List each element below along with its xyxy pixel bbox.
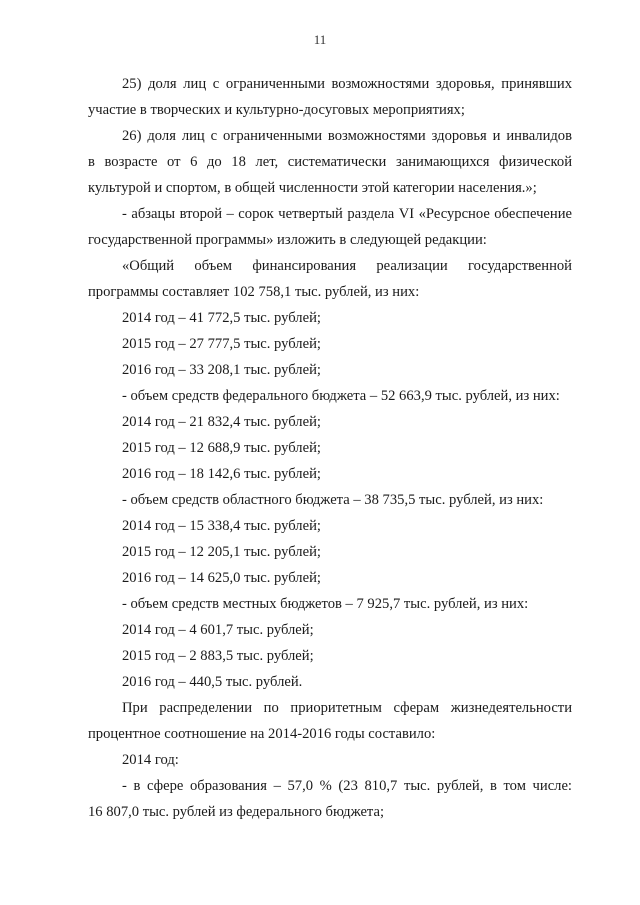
education-line-1: - в сфере образования – 57,0 % (23 810,7 тыс. рублей, в том числе: bbox=[122, 778, 572, 794]
amendment-line-2: государственной программы» изложить в следующей редакции: bbox=[88, 232, 487, 248]
regional-2014: 2014 год – 15 338,4 тыс. рублей; bbox=[122, 518, 321, 534]
distribution-line-1: При распределении по приоритетным сферам жизнедеятельности bbox=[122, 700, 572, 716]
amendment-line-1: - абзацы второй – сорок четвертый раздела VI «Ресурсное обеспечение bbox=[122, 206, 572, 222]
item-26-line-3: культурой и спортом, в общей численности этой категории населения.»; bbox=[88, 180, 537, 196]
local-budget-heading: - объем средств местных бюджетов – 7 925,7 тыс. рублей, из них: bbox=[122, 596, 529, 612]
total-financing-line-1: «Общий объем финансирования реализации государственной bbox=[122, 258, 572, 274]
year-2014-heading: 2014 год: bbox=[122, 752, 179, 768]
federal-budget-heading: - объем средств федерального бюджета – 52 663,9 тыс. рублей, из них: bbox=[122, 388, 560, 404]
distribution-line-2: процентное соотношение на 2014-2016 годы составило: bbox=[88, 726, 436, 742]
federal-2014: 2014 год – 21 832,4 тыс. рублей; bbox=[122, 414, 321, 430]
total-2016: 2016 год – 33 208,1 тыс. рублей; bbox=[122, 362, 321, 378]
federal-2015: 2015 год – 12 688,9 тыс. рублей; bbox=[122, 440, 321, 456]
total-financing-line-2: программы составляет 102 758,1 тыс. рублей, из них: bbox=[88, 284, 420, 300]
local-2015: 2015 год – 2 883,5 тыс. рублей; bbox=[122, 648, 314, 664]
local-2016: 2016 год – 440,5 тыс. рублей. bbox=[122, 674, 303, 690]
total-2015: 2015 год – 27 777,5 тыс. рублей; bbox=[122, 336, 321, 352]
local-2014: 2014 год – 4 601,7 тыс. рублей; bbox=[122, 622, 314, 638]
item-26-line-2: в возрасте от 6 до 18 лет, систематически занимающихся физической bbox=[88, 154, 572, 170]
regional-budget-heading: - объем средств областного бюджета – 38 735,5 тыс. рублей, из них: bbox=[122, 492, 544, 508]
total-2014: 2014 год – 41 772,5 тыс. рублей; bbox=[122, 310, 321, 326]
item-25-line-2: участие в творческих и культурно-досуговых мероприятиях; bbox=[88, 102, 465, 118]
federal-2016: 2016 год – 18 142,6 тыс. рублей; bbox=[122, 466, 321, 482]
regional-2016: 2016 год – 14 625,0 тыс. рублей; bbox=[122, 570, 321, 586]
item-26-line-1: 26) доля лиц с ограниченными возможностями здоровья и инвалидов bbox=[122, 128, 572, 144]
education-line-2: 16 807,0 тыс. рублей из федерального бюджета; bbox=[88, 804, 385, 820]
regional-2015: 2015 год – 12 205,1 тыс. рублей; bbox=[122, 544, 321, 560]
page-number: 11 bbox=[313, 32, 327, 47]
item-25-line-1: 25) доля лиц с ограниченными возможностями здоровья, принявших bbox=[122, 76, 572, 92]
